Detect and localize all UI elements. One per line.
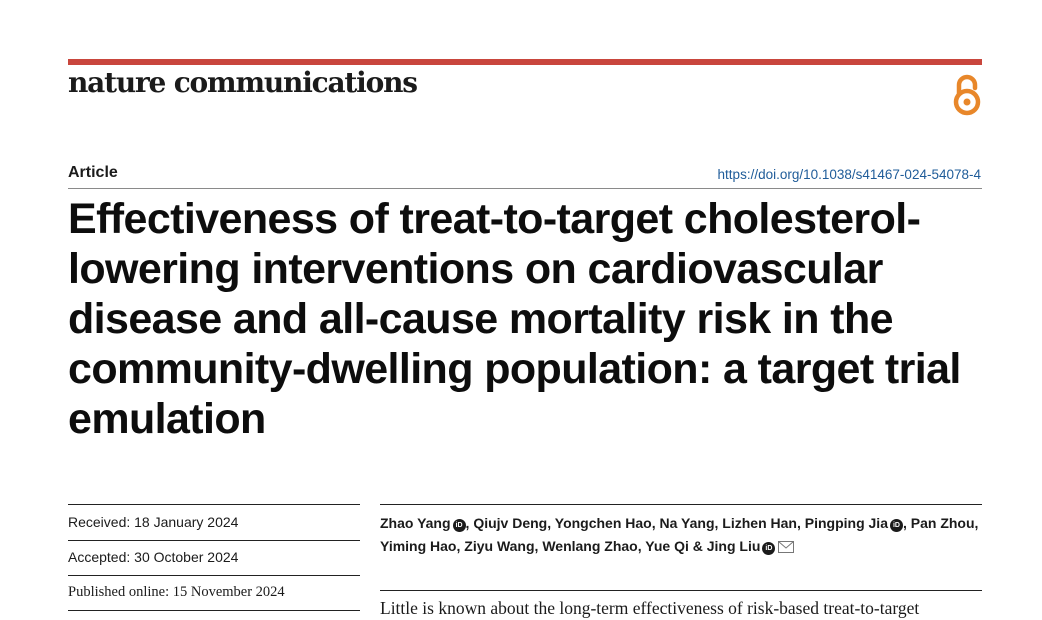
author-separator: , [974, 515, 979, 531]
author-separator: , [902, 515, 911, 531]
author-name[interactable]: Yue Qi [645, 538, 689, 554]
article-type-label: Article [68, 164, 118, 181]
received-date: Received: 18 January 2024 [68, 514, 239, 530]
history-divider [68, 575, 360, 576]
author-separator: , [534, 538, 543, 554]
author-name[interactable]: Na Yang [659, 515, 715, 531]
article-title: Effectiveness of treat-to-target cholesterol-lowering interventions on cardiovascular disease and all-cause mortality risk in the community-dwelling population: a target trial emulation [68, 195, 961, 443]
author-separator: , [796, 515, 805, 531]
header-accent-rule [68, 59, 982, 65]
author-name[interactable]: Pan Zhou [910, 515, 975, 531]
orcid-icon[interactable]: iD [890, 519, 903, 532]
history-bottom-rule [68, 610, 360, 611]
author-separator: , [456, 538, 465, 554]
email-icon[interactable] [778, 541, 794, 553]
open-access-icon [950, 72, 984, 116]
author-name[interactable]: Lizhen Han [722, 515, 797, 531]
author-name[interactable]: Qiujv Deng [473, 515, 548, 531]
author-name[interactable]: Pingping Jia [804, 515, 888, 531]
orcid-icon[interactable]: iD [453, 519, 466, 532]
author-separator: , [637, 538, 646, 554]
author-separator: , [547, 515, 555, 531]
author-separator: , [651, 515, 660, 531]
author-name[interactable]: Wenlang Zhao [542, 538, 638, 554]
orcid-icon[interactable]: iD [762, 542, 775, 555]
doi-link[interactable]: https://doi.org/10.1038/s41467-024-54078-4 [717, 167, 981, 182]
author-name[interactable]: Yiming Hao [380, 538, 457, 554]
history-divider [68, 540, 360, 541]
author-separator: , [465, 515, 474, 531]
author-name[interactable]: Ziyu Wang [464, 538, 535, 554]
abstract-top-rule [380, 590, 982, 591]
author-name[interactable]: Jing Liu [706, 538, 761, 554]
title-divider [68, 188, 982, 189]
author-name[interactable]: Zhao Yang [380, 515, 451, 531]
abstract-text: Little is known about the long-term effectiveness of risk-based treat-to-target [380, 598, 920, 618]
accepted-date: Accepted: 30 October 2024 [68, 549, 239, 565]
published-date: Published online: 15 November 2024 [68, 584, 285, 600]
author-separator: & [688, 538, 707, 554]
history-top-rule [68, 504, 360, 505]
author-separator: , [714, 515, 723, 531]
journal-name[interactable]: nature communications [68, 66, 417, 99]
author-list [380, 512, 984, 558]
author-name[interactable]: Yongchen Hao [554, 515, 652, 531]
authors-top-rule [380, 504, 982, 505]
